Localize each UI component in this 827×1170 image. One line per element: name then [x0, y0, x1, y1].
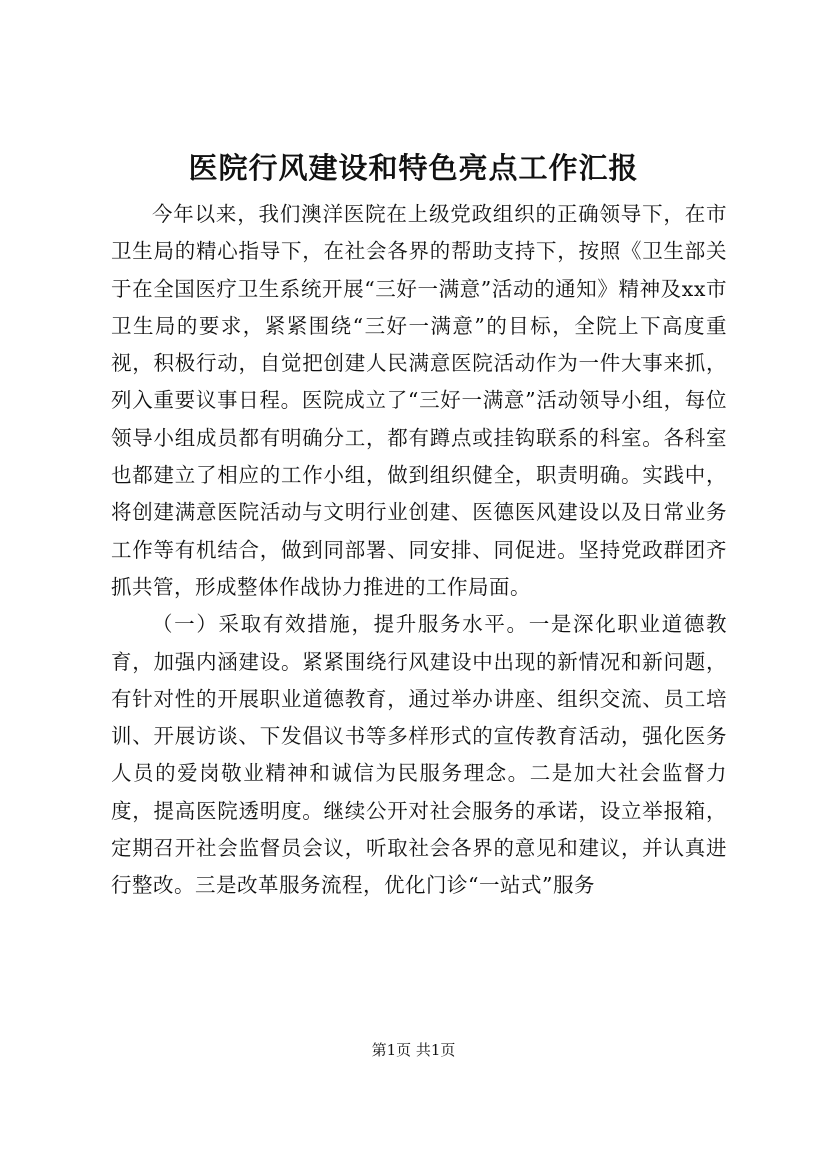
document-title: 医院行风建设和特色亮点工作汇报 — [188, 151, 639, 185]
document-body — [111, 196, 727, 905]
paragraph-section-1: （一）采取有效措施，提升服务水平。一是深化职业道德教育，加强内涵建设。紧紧围绕行风建设中出现的新情况和新问题，有针对性的开展职业道德教育，通过举办讲座、组织交流、员工培训、开展访谈、下发倡议书等多样形式的宣传教育活动，强化医务人员的爱岗敬业精神和诚信为民服务理念。二是加大社会监督力度，提高医院透明度。继续公开对社会服务的承诺，设立举报箱，定期召开社会监督员会议，听取社会各界的意见和建议，并认真进行整改。三是改革服务流程，优化门诊“一站式”服务 — [111, 612, 727, 898]
paragraph-intro: 今年以来，我们澳洋医院在上级党政组织的正确领导下，在市卫生局的精心指导下，在社会各界的帮助支持下，按照《卫生部关于在全国医疗卫生系统开展“三好一满意”活动的通知》精神及xx市卫生局的要求，紧紧围绕“三好一满意”的目标，全院上下高度重视，积极行动，自觉把创建人民满意医院活动作为一件大事来抓，列入重要议事日程。医院成立了“三好一满意”活动领导小组，每位领导小组成员都有明确分工，都有蹲点或挂钩联系的科室。各科室也都建立了相应的工作小组，做到组织健全，职责明确。实践中，将创建满意医院活动与文明行业创建、医德医风建设以及日常业务工作等有机结合，做到同部署、同安排、同促进。坚持党政群团齐抓共管，形成整体作战协力推进的工作局面。 — [111, 202, 727, 599]
page-number-footer: 第1页 共1页 — [371, 1041, 456, 1059]
